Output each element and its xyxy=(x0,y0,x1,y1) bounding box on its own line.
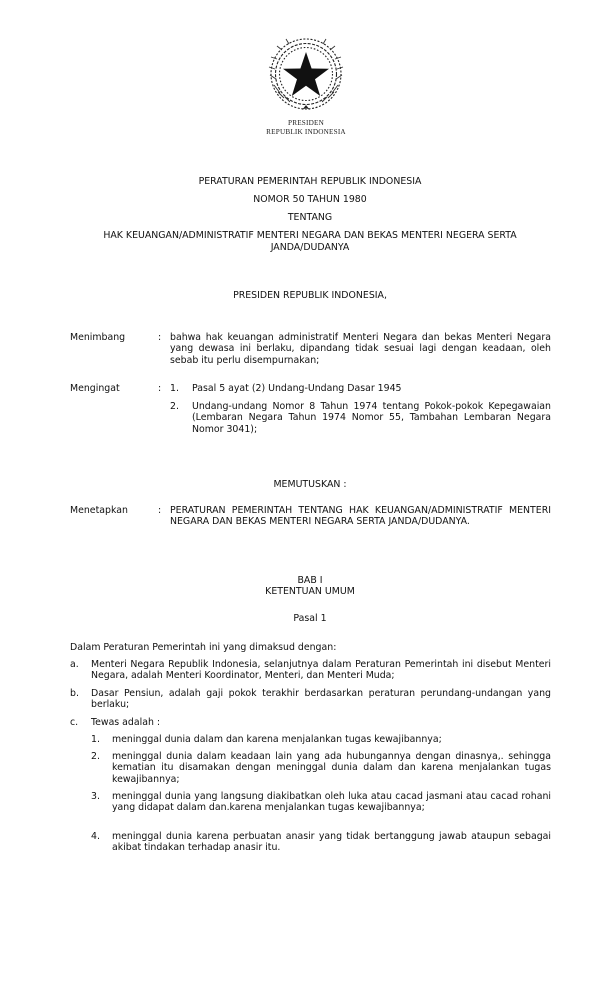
definition-c-text: Tewas adalah : xyxy=(91,717,161,728)
regulation-subject-cont: JANDA/DUDANYA xyxy=(270,242,350,253)
definition-a-letter: a. xyxy=(70,659,79,670)
mengingat-item-1-text: Pasal 5 ayat (2) Undang-Undang Dasar 1945 xyxy=(192,383,402,394)
definition-a-text: Menteri Negara Republik Indonesia, selanjutnya dalam Peraturan Pemerintah ini disebut Menteri Negara, adalah Menteri Koordinator, Menteri, dan Menteri Muda; xyxy=(91,659,551,682)
bab-heading: BAB I xyxy=(297,575,323,586)
menimbang-text: bahwa hak keuangan administratif Menteri Negara dan bekas Menteri Negara yang dewasa ini berlaku, dipandang tidak sesuai lagi dengan keadaan, oleh sebab itu perlu disempurnakan; xyxy=(170,332,551,366)
mengingat-colon: : xyxy=(158,383,162,394)
presidential-emblem-icon xyxy=(266,35,346,115)
issuer-heading: PRESIDEN REPUBLIK INDONESIA, xyxy=(233,290,387,301)
regulation-title: PERATURAN PEMERINTAH REPUBLIK INDONESIA xyxy=(198,176,422,187)
mengingat-label: Mengingat xyxy=(70,383,120,394)
menimbang-colon: : xyxy=(158,332,162,343)
tewas-item-1-num: 1. xyxy=(91,734,100,745)
regulation-tentang: TENTANG xyxy=(287,212,333,223)
regulation-number: NOMOR 50 TAHUN 1980 xyxy=(253,194,367,205)
tewas-item-2-num: 2. xyxy=(91,751,100,762)
menetapkan-label: Menetapkan xyxy=(70,505,128,516)
tewas-item-3-num: 3. xyxy=(91,791,100,802)
tewas-item-3-text: meninggal dunia yang langsung diakibatkan oleh luka atau cacad jasmani atau cacad rohani yang didapat dalam dan.karena menjalankan tugas kewajibannya; xyxy=(112,791,551,814)
tewas-item-4-text: meninggal dunia karena perbuatan anasir yang tidak bertanggung jawab ataupun sebagai akibat tindakan terhadap anasir itu. xyxy=(112,831,551,854)
tewas-item-2-text: meninggal dunia dalam keadaan lain yang ada hubungannya dengan dinasnya,. sehingga kematian itu disamakan dengan meninggal dunia dalam dan karena menjalankan tugas kewajibannya; xyxy=(112,751,551,785)
pasal-intro: Dalam Peraturan Pemerintah ini yang dimaksud dengan: xyxy=(70,642,337,653)
bab-title: KETENTUAN UMUM xyxy=(265,586,355,597)
tewas-item-4-num: 4. xyxy=(91,831,100,842)
menetapkan-colon: : xyxy=(158,505,162,516)
mengingat-item-1-num: 1. xyxy=(170,383,179,394)
pasal-heading: Pasal 1 xyxy=(293,613,327,624)
seal-caption-republik: REPUBLIK INDONESIA xyxy=(266,128,346,136)
menimbang-label: Menimbang xyxy=(70,332,126,343)
seal-caption-presiden: PRESIDEN xyxy=(288,119,324,127)
menetapkan-text: PERATURAN PEMERINTAH TENTANG HAK KEUANGAN/ADMINISTRATIF MENTERI NEGARA DAN BEKAS MENTERI NEGARA SERTA JANDA/DUDANYA. xyxy=(170,505,551,528)
definition-b-text: Dasar Pensiun, adalah gaji pokok terakhir berdasarkan peraturan perundang-undangan yang berlaku; xyxy=(91,688,551,711)
mengingat-item-2-text: Undang-undang Nomor 8 Tahun 1974 tentang Pokok-pokok Kepegawaian (Lembaran Negara Tahun 1974 Nomor 55, Tambahan Lembaran Negara Nomor 3041); xyxy=(192,401,551,435)
memutuskan-heading: MEMUTUSKAN : xyxy=(273,479,347,490)
mengingat-item-2-num: 2. xyxy=(170,401,179,412)
tewas-item-1-text: meninggal dunia dalam dan karena menjalankan tugas kewajibannya; xyxy=(112,734,442,745)
regulation-subject: HAK KEUANGAN/ADMINISTRATIF MENTERI NEGARA DAN BEKAS MENTERI NEGERA SERTA xyxy=(103,230,517,241)
definition-c-letter: c. xyxy=(70,717,79,728)
definition-b-letter: b. xyxy=(70,688,79,699)
